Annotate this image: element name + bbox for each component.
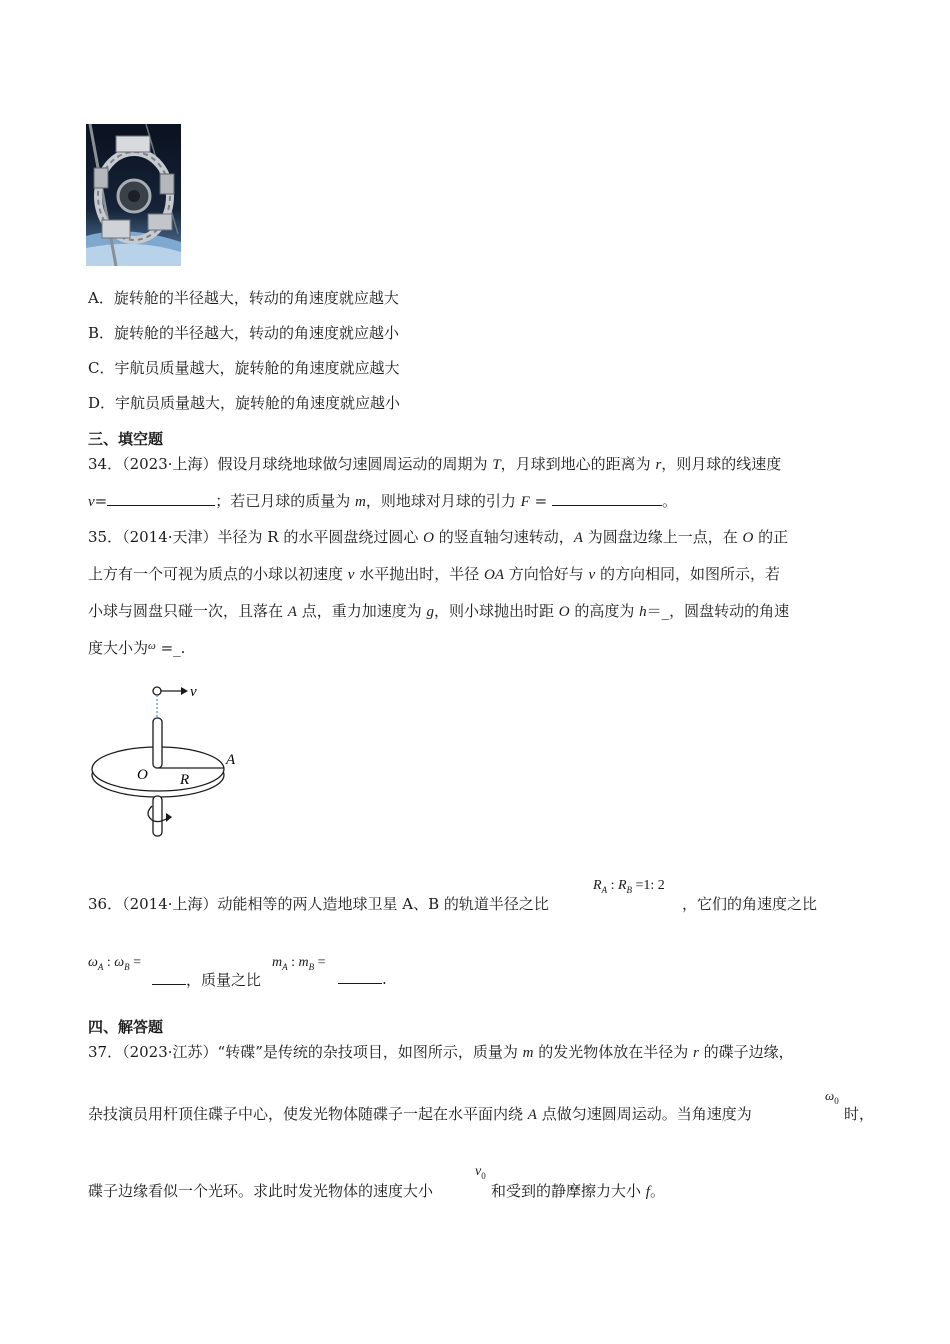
label-r: R <box>180 772 190 788</box>
question-35-line-3: 小球与圆盘只碰一次，且落在 A 点，重力加速度为 g，则小球抛出时距 O 的高度为 h＝_，圆盘转动的角速 <box>88 602 790 620</box>
answer-blank[interactable] <box>152 970 186 985</box>
option-a: A．旋转舱的半径越大，转动的角速度就应越大 <box>88 289 399 307</box>
question-34-line-1: 34．（2023·上海）假设月球绕地球做匀速圆周运动的周期为 T，月球到地心的距离为 r，则月球的线速度 <box>88 455 782 473</box>
question-36-line-1: 36．（2014·上海）动能相等的两人造地球卫星 A、B 的轨道半径之比 <box>88 895 549 913</box>
question-36-line-1-end: ，它们的角速度之比 <box>682 895 818 913</box>
mass-ratio-formula: $m_A$ : $m_B$ = <box>272 955 326 972</box>
question-35-line-4: 度大小为$^\omega$ =_. <box>88 639 186 657</box>
label-a: A <box>226 752 236 768</box>
label-o: O <box>137 767 148 783</box>
omega-zero-symbol: $\omega_0$ <box>825 1088 839 1106</box>
question-37-line-3-end: 和受到的静摩擦力大小 f。 <box>491 1182 665 1200</box>
space-station-image <box>86 124 181 266</box>
question-34-line-2: v= ；若已月球的质量为 m，则地球对月球的引力 F = 。 <box>88 492 677 510</box>
radius-ratio-formula: $R_A$ : $R_B =1$: 2 <box>593 878 665 895</box>
question-35-line-1: 35．（2014·天津）半径为 R 的水平圆盘绕过圆心 O 的竖直轴匀速转动，A 为圆盘边缘上一点，在 O 的正 <box>88 528 789 546</box>
rotating-disc-diagram <box>86 678 256 843</box>
answer-blank[interactable] <box>552 491 662 506</box>
option-d: D．宇航员质量越大，旋转舱的角速度就应越小 <box>88 394 401 412</box>
v-zero-symbol: $v_0$ <box>475 1164 486 1181</box>
question-36-line-2: ，质量之比 <box>152 969 261 990</box>
option-c: C．宇航员质量越大，旋转舱的角速度就应越大 <box>88 359 400 377</box>
axle-upper <box>153 718 162 768</box>
question-37-line-2-end: 时， <box>844 1105 875 1123</box>
question-37-line-3: 碟子边缘看似一个光环。求此时发光物体的速度大小 <box>88 1182 434 1200</box>
section-heading-fill-blank: 三、填空题 <box>88 430 164 448</box>
question-35-line-2: 上方有一个可视为质点的小球以初速度 v 水平抛出时，半径 OA 方向恰好与 v 的方向相同，如图所示，若 <box>88 565 780 583</box>
question-36-line-2-end: . <box>338 969 387 988</box>
question-37-line-1: 37．（2023·江苏）“转碟”是传统的杂技项目，如图所示，质量为 m 的发光物体放在半径为 r 的碟子边缘， <box>88 1043 794 1061</box>
angular-velocity-ratio: $\omega_A$ : $\omega_B$ = <box>88 955 142 972</box>
axle-lower <box>153 796 162 836</box>
ball-icon <box>153 687 161 695</box>
question-37-line-2: 杂技演员用杆顶住碟子中心，使发光物体随碟子一起在水平面内绕 A 点做匀速圆周运动。当角速度为 <box>88 1105 752 1123</box>
option-b: B．旋转舱的半径越大，转动的角速度就应越小 <box>88 324 400 342</box>
answer-blank[interactable] <box>107 491 215 506</box>
answer-blank[interactable] <box>338 969 382 984</box>
label-v: v <box>190 684 197 700</box>
section-heading-answer: 四、解答题 <box>88 1018 164 1036</box>
space-station-photo <box>86 124 181 266</box>
